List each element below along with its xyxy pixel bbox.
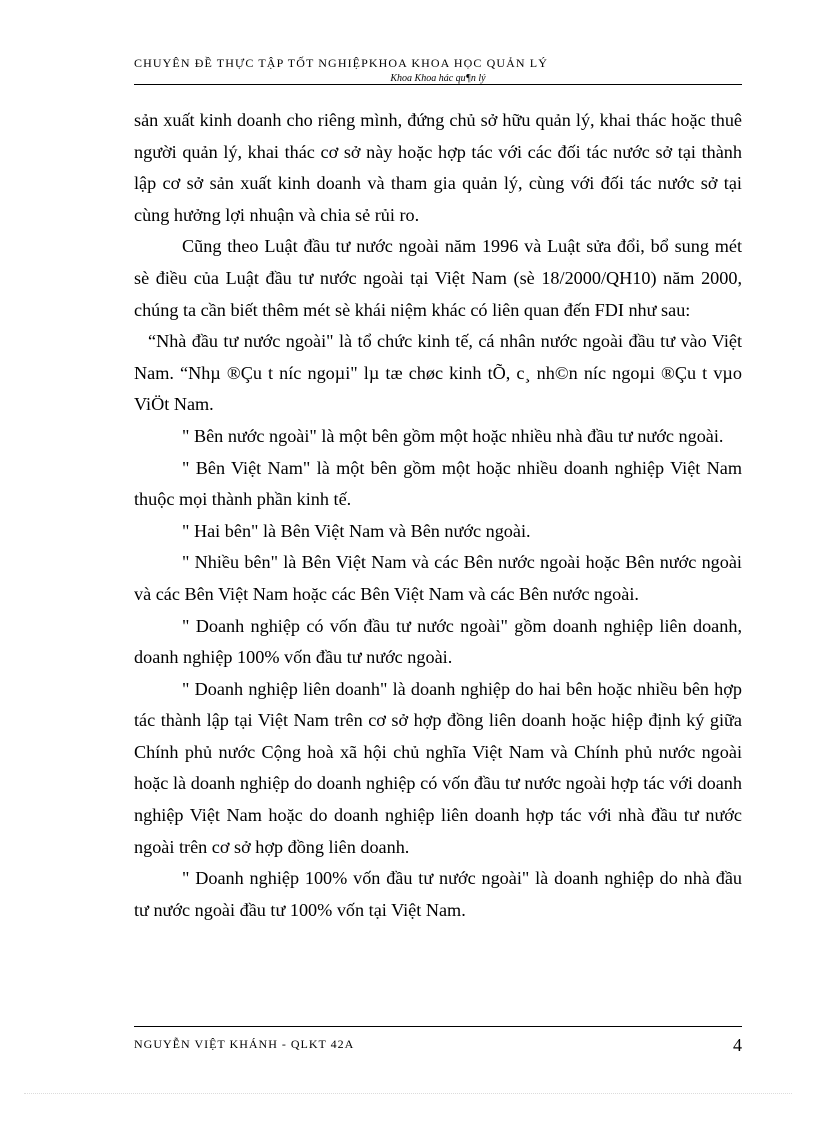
page-number: 4: [733, 1035, 742, 1055]
paragraph-foreign-party: " Bên nước ngoài" là một bên gồm một hoặc nhiều nhà đầu tư nước ngoài.: [182, 425, 724, 446]
paragraph-continuation: sản xuất kinh doanh cho riêng mình, đứng chủ sở hữu quản lý, khai thác hoặc thuê người quản lý, khai thác cơ sở này hoặc hợp tác với các đối tác nước sở tại thành lập cơ sở sản xuất kinh doanh và tham gia quản lý, cùng với đối tác nước sở tại cùng hưởng lợi nhuận và chia sẻ rủi ro.: [134, 110, 742, 225]
header-subtitle: Khoa Khoa hác qu¶n lý: [390, 73, 486, 84]
paragraph-law-reference: Cũng theo Luật đầu tư nước ngoài năm 1996 và Luật sửa đổi, bổ sung mét sè điều của Luật đầu tư nước ngoài tại Việt Nam (sè 18/2000/QH10) năm 2000, chúng ta cần biết thêm mét sè khái niệm khác có liên quan đến FDI như sau:: [134, 236, 742, 320]
footer-author: NGUYỄN VIỆT KHÁNH - QLKT 42A: [134, 1037, 355, 1051]
paragraph-multiple-parties: " Nhiều bên" là Bên Việt Nam và các Bên nước ngoài hoặc Bên nước ngoài và các Bên Việt Nam hoặc các Bên Việt Nam và các Bên nước ngoài.: [134, 552, 742, 604]
footer-divider: [134, 1026, 742, 1027]
page-bottom-border: [24, 1093, 792, 1094]
paragraph-vietnamese-party: " Bên Việt Nam" là một bên gồm một hoặc nhiều doanh nghiệp Việt Nam thuộc mọi thành phần kinh tế.: [134, 457, 742, 510]
paragraph-fdi-enterprise: " Doanh nghiệp có vốn đầu tư nước ngoài" gồm doanh nghiệp liên doanh, doanh nghiệp 100% vốn đầu tư nước ngoài.: [134, 615, 742, 668]
paragraph-joint-venture: " Doanh nghiệp liên doanh" là doanh nghiệp do hai bên hoặc nhiều bên hợp tác thành lập tại Việt Nam trên cơ sở hợp đồng liên doanh hoặc hiệp định ký giữa Chính phủ nước Cộng hoà xã hội chủ nghĩa Việt Nam và Chính phủ nước ngoài hoặc là doanh nghiệp do doanh nghiệp có vốn đầu tư nước ngoài hợp tác với doanh nghiệp Việt Nam hoặc do doanh nghiệp liên doanh hợp tác với nhà đầu tư nước ngoài trên cơ sở hợp đồng liên doanh.: [134, 678, 742, 857]
paragraph-wholly-foreign-owned: " Doanh nghiệp 100% vốn đầu tư nước ngoài" là doanh nghiệp do nhà đầu tư nước ngoài đầu tư 100% vốn tại Việt Nam.: [134, 868, 742, 920]
header-title: CHUYÊN ĐỀ THỰC TẬP TỐT NGHIỆPKHOA KHOA HỌC QUẢN LÝ: [134, 56, 548, 70]
header-divider: [134, 84, 742, 85]
body-text: [134, 105, 742, 926]
paragraph-foreign-investor: “Nhà đầu tư nước ngoài" là tổ chức kinh tế, cá nhân nước ngoài đầu tư vào Việt Nam. “Nhµ ®Çu t níc ngoµi" lµ tæ chøc kinh tÕ, c¸ nh©n níc ngoµi ®Çu t vµo ViÖt Nam.: [134, 331, 742, 415]
paragraph-two-parties: " Hai bên" là Bên Việt Nam và Bên nước ngoài.: [182, 520, 531, 541]
